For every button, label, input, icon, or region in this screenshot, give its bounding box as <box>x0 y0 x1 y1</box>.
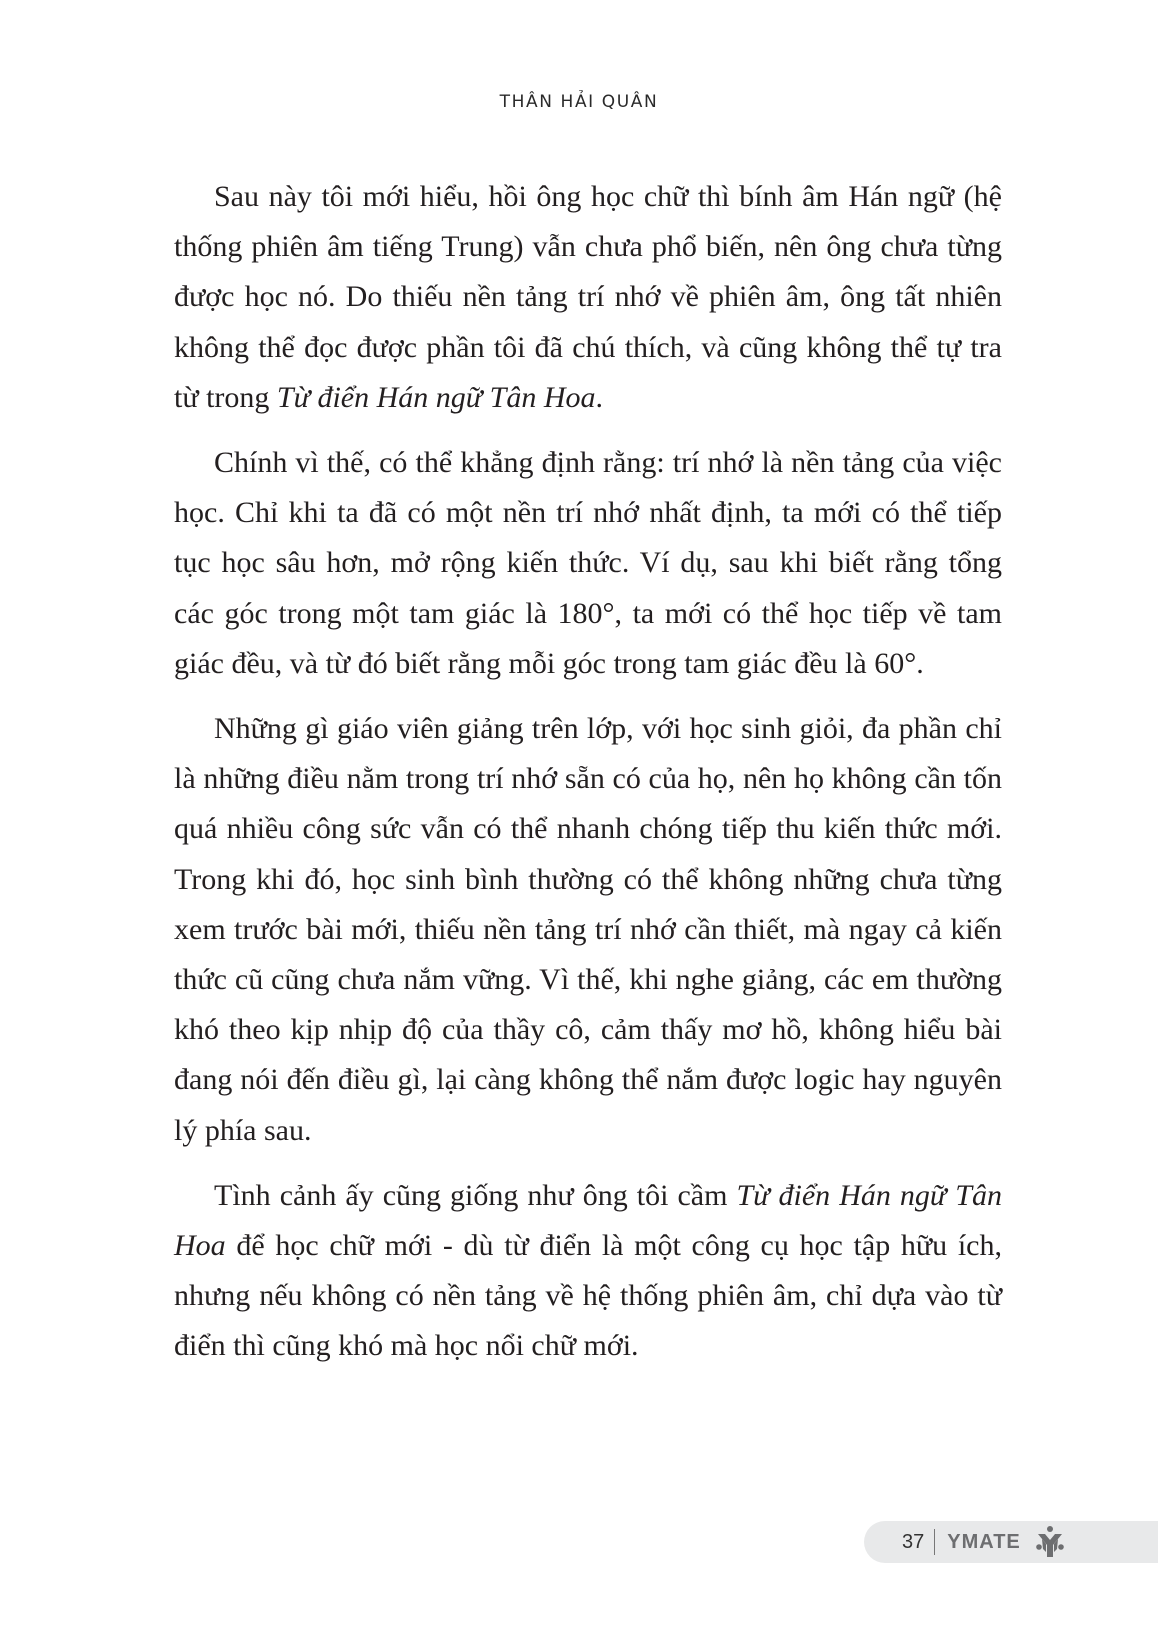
paragraph-1 <box>174 172 1002 423</box>
paragraph-4-segment-1: Tình cảnh ấy cũng giống như ông tôi cầm <box>214 1178 737 1212</box>
running-header: THÂN HẢI QUÂN <box>499 92 659 112</box>
paragraph-4 <box>174 1171 1002 1372</box>
footer-divider <box>934 1529 935 1555</box>
paragraph-2 <box>174 438 1002 689</box>
paragraph-3-segment-1: Những gì giáo viên giảng trên lớp, với học sinh giỏi, đa phần chỉ là những điều nằm trong trí nhớ sẵn có của họ, nên họ không cần tốn quá nhiều công sức vẫn có thể nhanh chóng tiếp thu kiến thức mới. Trong khi đó, học sinh bình thường có thể không những chưa từng xem trước bài mới, thiếu nền tảng trí nhớ cần thiết, mà ngay cả kiến thức cũ cũng chưa nắm vững. Vì thế, khi nghe giảng, các em thường khó theo kịp nhịp độ của thầy cô, cảm thấy mơ hồ, không hiểu bài đang nói đến điều gì, lại càng không thể nắm được logic hay nguyên lý phía sau. <box>174 712 1002 1147</box>
book-title-italic: Từ điển Hán ngữ Tân Hoa <box>276 380 596 414</box>
page-footer <box>864 1521 1158 1563</box>
paragraph-4-segment-3: để học chữ mới - dù từ điển là một công cụ học tập hữu ích, nhưng nếu không có nền tảng về hệ thống phiên âm, chỉ dựa vào từ điển thì cũng khó mà học nổi chữ mới. <box>174 1229 1002 1363</box>
page-number: 37 <box>902 1530 925 1553</box>
paragraph-1-segment-3: . <box>595 380 603 414</box>
body-text <box>174 172 1002 1387</box>
brand-name: YMATE <box>947 1530 1021 1553</box>
book-title-italic: Từ điển Hán ngữ Tân Hoa <box>174 1178 1002 1263</box>
paragraph-2-segment-1: Chính vì thế, có thể khẳng định rằng: trí nhớ là nền tảng của việc học. Chỉ khi ta đã có một nền trí nhớ nhất định, ta mới có thể tiếp tục học sâu hơn, mở rộng kiến thức. Ví dụ, sau khi biết rằng tổng các góc trong một tam giác là 180°, ta mới có thể học tiếp về tam giác đều, và từ đó biết rằng mỗi góc trong tam giác đều là 60°. <box>174 446 1002 680</box>
paragraph-1-segment-1: Sau này tôi mới hiểu, hồi ông học chữ thì bính âm Hán ngữ (hệ thống phiên âm tiếng Trung) vẫn chưa phổ biến, nên ông chưa từng được học nó. Do thiếu nền tảng trí nhớ về phiên âm, ông tất nhiên không thể đọc được phần tôi đã chú thích, và cũng không thể tự tra từ trong <box>174 180 1002 414</box>
ymate-logo-icon <box>1033 1525 1067 1559</box>
paragraph-3 <box>174 704 1002 1156</box>
